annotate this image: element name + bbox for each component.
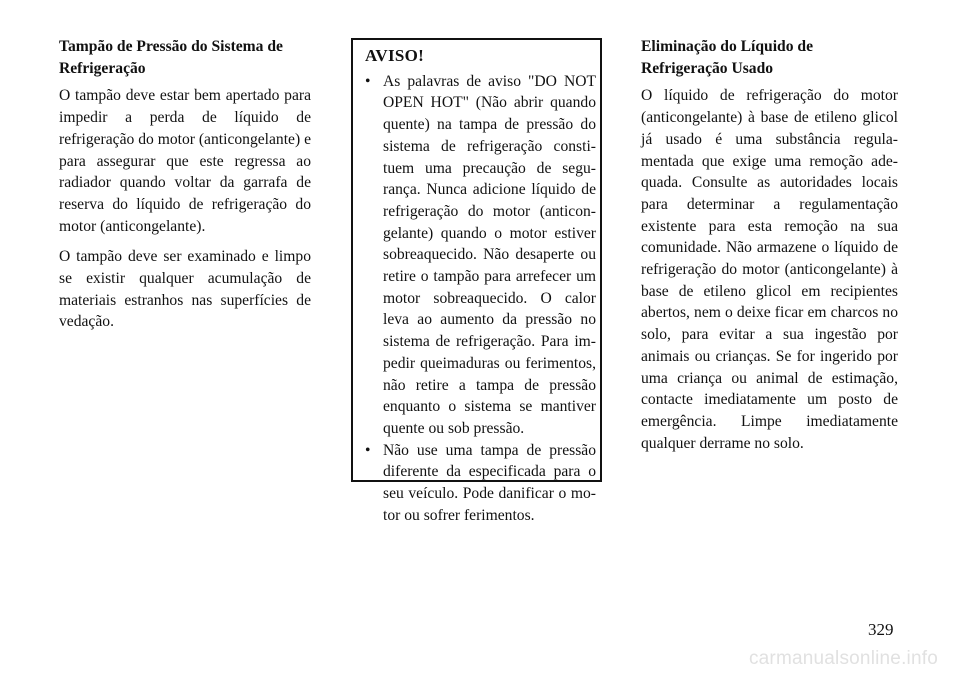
paragraph-cap-tightness: O tampão deve estar bem apertado para impedir a perda de líquido de refrigeração do motor (anticongelante) e para assegurar que este regressa ao radiador quando voltar da garrafa de reserva do líquido de refrigeração do motor (anticongelante). <box>59 87 311 235</box>
warning-bullet-text: As palavras de aviso "DO NOT OPEN HOT" (Não abrir quando quente) na tampa de pressão do sistema de refrigeração constituem uma precaução de segurança. Nunca adicione líquido de refrigeração do motor (anticongelante) quando o motor estiver sobreaquecido. Não desaperte ou retire o tampão para arrefecer um motor sobreaquecido. O calor leva ao aumento da pressão no sistema de refrigeração. Para impedir queimaduras ou ferimentos, não retire a tampa de pressão enquanto o sistema se mantiver quente ou sob pressão. <box>383 72 596 437</box>
section-heading-pressure-cap: Tampão de Pressão do Sistema de Refrigeração <box>59 38 283 77</box>
page-number: 329 <box>868 620 894 639</box>
paragraph-coolant-disposal: O líquido de refrigeração do motor (anticongelante) à base de etileno glicol já usado é uma substância regulamentada que exige uma remoção adequada. Consulte as autoridades locais para determinar a regulamentação existente para esta remoção na sua comunidade. Não armazene o líquido de refrigeração do motor (anticongelante) à base de etileno glicol em recipientes abertos, nem o deixe ficar em charcos no solo, para evitar a sua ingestão por animais ou crianças. Se for ingerido por uma criança ou animal de estimação, contacte imediatamente um posto de emergência. Limpe imediatamente qualquer derrame no solo. <box>641 87 898 452</box>
left-column <box>59 36 311 342</box>
warning-bullet-cap-type <box>365 440 596 527</box>
section-heading-coolant-disposal: Eliminação do Líquido de Refrigeração Usado <box>641 38 814 77</box>
watermark: carmanualsonline.info <box>748 648 938 669</box>
warning-box <box>351 38 602 524</box>
warning-bullet-text: Não use uma tampa de pressão diferente da especificada para o seu veículo. Pode danificar o motor ou sofrer ferimentos. <box>383 441 596 524</box>
warning-bullet-hot-cap <box>365 71 596 440</box>
paragraph-cap-inspection: O tampão deve ser examinado e limpo se existir qualquer acumulação de materiais estranhos nas superfícies de vedação. <box>59 248 311 331</box>
bullet-icon: • <box>365 72 371 90</box>
warning-title: AVISO! <box>365 46 425 65</box>
right-column <box>641 36 898 463</box>
bullet-icon: • <box>365 441 371 459</box>
